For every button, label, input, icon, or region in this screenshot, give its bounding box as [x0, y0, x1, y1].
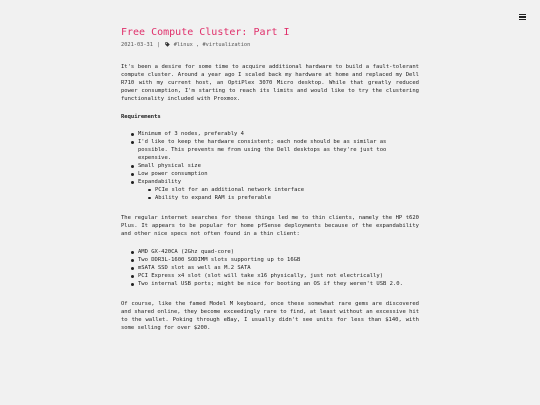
tag-separator: , [196, 42, 200, 48]
post-date: 2021-03-31 [121, 42, 153, 48]
meta-separator: | [157, 42, 161, 48]
list-item: I'd like to keep the hardware consistent; each node should be as similar as possible. This prevents me from using the Dell desktops as they're just too expensive. [121, 138, 419, 162]
list-item: Two DDR3L-1600 SODIMM slots supporting up to 16GB [121, 256, 419, 264]
blog-post [121, 26, 419, 332]
post-meta [121, 41, 419, 49]
tag-link-virtualization[interactable]: #virtualization [202, 42, 251, 48]
list-item: Low power consumption [121, 170, 419, 178]
closing-paragraph: Of course, like the famed Model M keyboard, once these somewhat rare gems are discovered and shared online, they become exceedingly rare to find, at least without an excessive hit to the wallet. Poking through eBay, I usually didn't see units for less than $140, with some selling for over $200. [121, 301, 420, 331]
requirements-heading: Requirements [121, 114, 161, 120]
intro-paragraph: It's been a desire for some time to acquire additional hardware to build a fault-tolerant compute cluster. Around a year ago I scaled back my hardware at home and replaced my Dell R710 with my current host, an OptiPlex 3070 Micro desktop. While that greatly reduced power consumption, I'm starting to reach its limits and would like to try the clustering functionality included with Proxmox. [121, 64, 419, 102]
hamburger-menu-icon[interactable] [519, 14, 526, 20]
expandability-sublist [121, 186, 419, 202]
list-item: PCI Express x4 slot (slot will take x16 physically, just not electrically) [121, 272, 419, 280]
post-title: Free Compute Cluster: Part I [121, 27, 290, 38]
thin-client-paragraph: The regular internet searches for these things led me to thin clients, namely the HP t620 Plus. It appears to be popular for home pfSense deployments because of the expandability and other nice specs not often found in a thin client: [121, 215, 419, 237]
tag-link-linux[interactable]: #linux [173, 42, 193, 48]
requirements-list [121, 130, 419, 202]
list-item: mSATA SSD slot as well as M.2 SATA [121, 264, 419, 272]
list-item-label: Expandability [138, 179, 182, 185]
tag-icon [165, 42, 170, 47]
list-item: Minimum of 3 nodes, preferably 4 [121, 130, 419, 138]
list-item: Two internal USB ports; might be nice for booting an OS if they weren't USB 2.0. [121, 280, 419, 288]
sub-list-item: PCIe slot for an additional network interface [121, 186, 419, 194]
list-item-expandability [121, 178, 419, 202]
specs-list [121, 248, 419, 288]
list-item: Small physical size [121, 162, 419, 170]
list-item: AMD GX-420CA (2Ghz quad-core) [121, 248, 419, 256]
sub-list-item: Ability to expand RAM is preferable [121, 194, 419, 202]
